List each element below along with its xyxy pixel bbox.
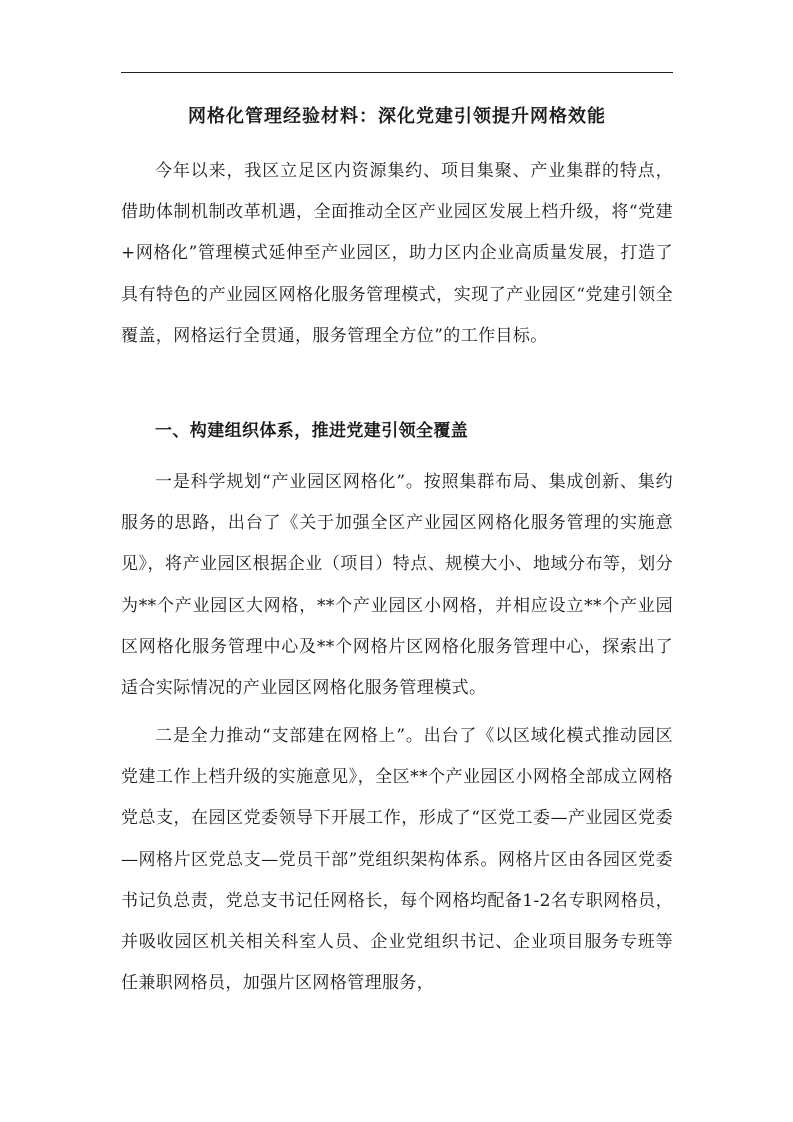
header-rule <box>121 72 673 73</box>
section-heading-1: 一、构建组织体系，推进党建引领全覆盖 <box>155 421 469 441</box>
document-title: 网格化管理经验材料：深化党建引领提升网格效能 <box>188 106 606 127</box>
body-paragraph-branches: 二是全力推动“支部建在网格上”。出台了《以区域化模式推动园区党建工作上档升级的实施意见》，全区**个产业园区小网格全部成立网格党总支，在园区党委领导下开展工作，形成了“区党工委—产业园区党委—网格片区党总支—党员干部”党组织架构体系。网格片区由各园区党委书记负总责，党总支书记任网格长，每个网格均配备1-2名专职网格员，并吸收园区机关相关科室人员、企业党组织书记、企业项目服务专班等任兼职网格员，加强片区网格管理服务， <box>121 726 673 994</box>
body-paragraph-planning: 一是科学规划“产业园区网格化”。按照集群布局、集成创新、集约服务的思路，出台了《关于加强全区产业园区网格化服务管理的实施意见》，将产业园区根据企业（项目）特点、规模大小、地域分布等，划分为**个产业园区大网格，**个产业园区小网格，并相应设立**个产业园区网格化服务管理中心及**个网格片区网格化服务管理中心，探索出了适合实际情况的产业园区网格化服务管理模式。 <box>121 472 673 699</box>
body-paragraph-intro: 今年以来，我区立足区内资源集约、项目集聚、产业集群的特点，借助体制机制改革机遇，全面推动全区产业园区发展上档升级，将“党建+网格化”管理模式延伸至产业园区，助力区内企业高质量发展，打造了具有特色的产业园区网格化服务管理模式，实现了产业园区“党建引领全覆盖，网格运行全贯通，服务管理全方位”的工作目标。 <box>121 161 673 346</box>
